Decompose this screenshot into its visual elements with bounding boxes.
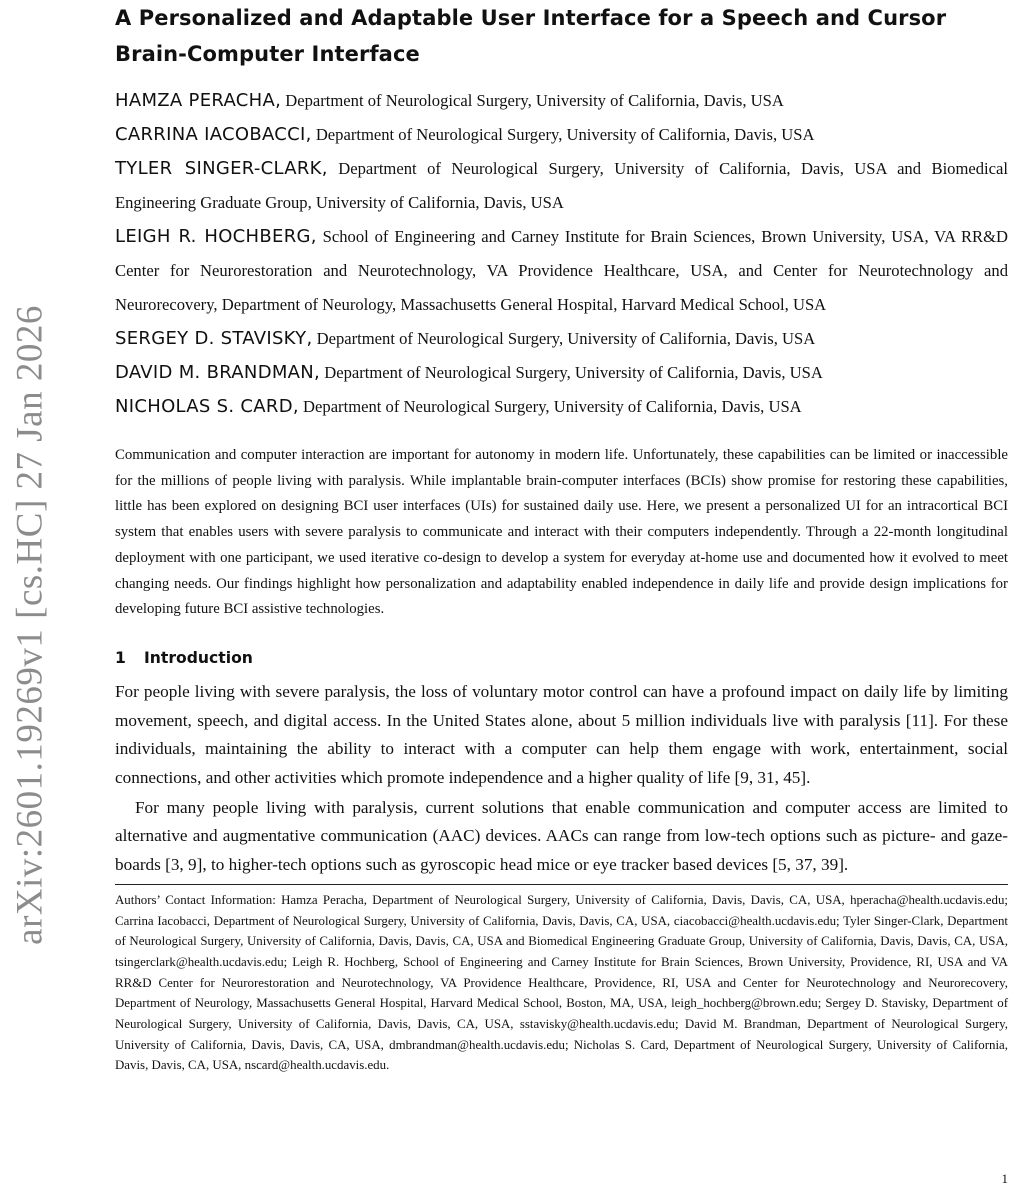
author-entry: [115, 322, 1008, 356]
footnote-divider: [115, 884, 1008, 885]
author-entry: [115, 118, 1008, 152]
section-number: 1: [115, 648, 126, 667]
author-entry: [115, 356, 1008, 390]
section-title: Introduction: [144, 648, 253, 667]
author-name: TYLER SINGER-CLARK,: [115, 158, 328, 179]
author-affiliation: Department of Neurological Surgery, University of California, Davis, USA: [316, 329, 816, 348]
author-affiliation: Department of Neurological Surgery, University of California, Davis, USA: [285, 91, 784, 110]
author-name: DAVID M. BRANDMAN,: [115, 362, 321, 383]
author-name: HAMZA PERACHA,: [115, 90, 282, 111]
author-contact-footnote: Authors’ Contact Information: Hamza Peracha, Department of Neurological Surgery, University of California, Davis, Davis, CA, USA, hperacha@health.ucdavis.edu; Carrina Iacobacci, Department of Neurological Surgery, University of California, Davis, Davis, CA, USA, ciacobacci@health.ucdavis.edu; Tyler Singer-Clark, Department of Neurological Surgery, University of California, Davis, Davis, CA, USA and Biomedical Engineering Graduate Group, University of California, Davis, Davis, CA, USA, tsingerclark@health.ucdavis.edu; Leigh R. Hochberg, School of Engineering and Carney Institute for Brain Sciences, Brown University, Providence, RI, USA and VA RR&D Center for Neurorestoration and Neurotechnology, VA Providence Healthcare, Providence, RI, USA and Center for Neurotechnology and Neurorecovery, Department of Neurology, Massachusetts General Hospital, Harvard Medical School, Boston, MA, USA, leigh_hochberg@brown.edu; Sergey D. Stavisky, Department of Neurological Surgery, University of California, Davis, Davis, CA, USA, sstavisky@health.ucdavis.edu; David M. Brandman, Department of Neurological Surgery, University of California, Davis, Davis, CA, USA, dmbrandman@health.ucdavis.edu; Nicholas S. Card, Department of Neurological Surgery, University of California, Davis, Davis, CA, USA, nscard@health.ucdavis.edu.: [115, 892, 1008, 1073]
author-affiliation: Department of Neurological Surgery, University of California, Davis, USA: [324, 363, 823, 382]
author-affiliation: Department of Neurological Surgery, University of California, Davis, USA and Biomedical Engineering Graduate Group, University of California, Davis, USA: [115, 159, 1008, 212]
author-entry: [115, 220, 1008, 322]
arxiv-stamp-text: arXiv:2601.19269v1 [cs.HC] 27 Jan 2026: [9, 305, 51, 945]
author-affiliation: School of Engineering and Carney Institute for Brain Sciences, Brown University, USA, VA RR&D Center for Neurorestoration and Neurotechnology, VA Providence Healthcare, USA, and Center for Neurotechnology and Neurorecovery, Department of Neurology, Massachusetts General Hospital, Harvard Medical School, USA: [115, 227, 1008, 314]
author-name: NICHOLAS S. CARD,: [115, 396, 299, 417]
author-name: SERGEY D. STAVISKY,: [115, 328, 313, 349]
author-list: [115, 84, 1008, 424]
section-heading: [115, 646, 1008, 670]
body-paragraph: For people living with severe paralysis, the loss of voluntary motor control can have a profound impact on daily life by limiting movement, speech, and digital access. In the United States alone, about 5 million individuals live with paralysis [11]. For these individuals, maintaining the ability to interact with a computer can help them engage with work, entertainment, social connections, and other activities which promote independence and a higher quality of life [9, 31, 45].: [115, 681, 1008, 788]
body-paragraph: For many people living with paralysis, current solutions that enable communication and computer access are limited to alternative and augmentative communication (AAC) devices. AACs can range from low-tech options such as picture- and gaze-boards [3, 9], to higher-tech options such as gyroscopic head mice or eye tracker based devices [5, 37, 39].: [115, 797, 1008, 875]
abstract: Communication and computer interaction are important for autonomy in modern life. Unfortunately, these capabilities can be limited or inaccessible for the millions of people living with paralysis. While implantable brain-computer interfaces (BCIs) show promise for restoring these capabilities, little has been explored on designing BCI user interfaces (UIs) for sustained daily use. Here, we present a personalized UI for an intracortical BCI system that enables users with severe paralysis to communicate and interact with their computers independently. Through a 22-month longitudinal deployment with one participant, we used iterative co-design to develop a system for everyday at-home use and documented how it evolved to meet changing needs. Our findings highlight how personalization and adaptability enabled independence in daily life and provide design implications for developing future BCI assistive technologies.: [115, 447, 1008, 618]
author-entry: [115, 390, 1008, 424]
arxiv-stamp: [0, 0, 60, 1188]
page-number: 1: [1001, 1171, 1008, 1186]
author-affiliation: Department of Neurological Surgery, University of California, Davis, USA: [303, 397, 802, 416]
paper-title: A Personalized and Adaptable User Interface for a Speech and Cursor Brain-Computer Interface: [115, 6, 947, 66]
author-entry: [115, 84, 1008, 118]
author-name: CARRINA IACOBACCI,: [115, 124, 312, 145]
author-entry: [115, 152, 1008, 220]
author-affiliation: Department of Neurological Surgery, University of California, Davis, USA: [315, 125, 815, 144]
author-name: LEIGH R. HOCHBERG,: [115, 226, 317, 247]
paper-page: [115, 0, 1008, 1076]
